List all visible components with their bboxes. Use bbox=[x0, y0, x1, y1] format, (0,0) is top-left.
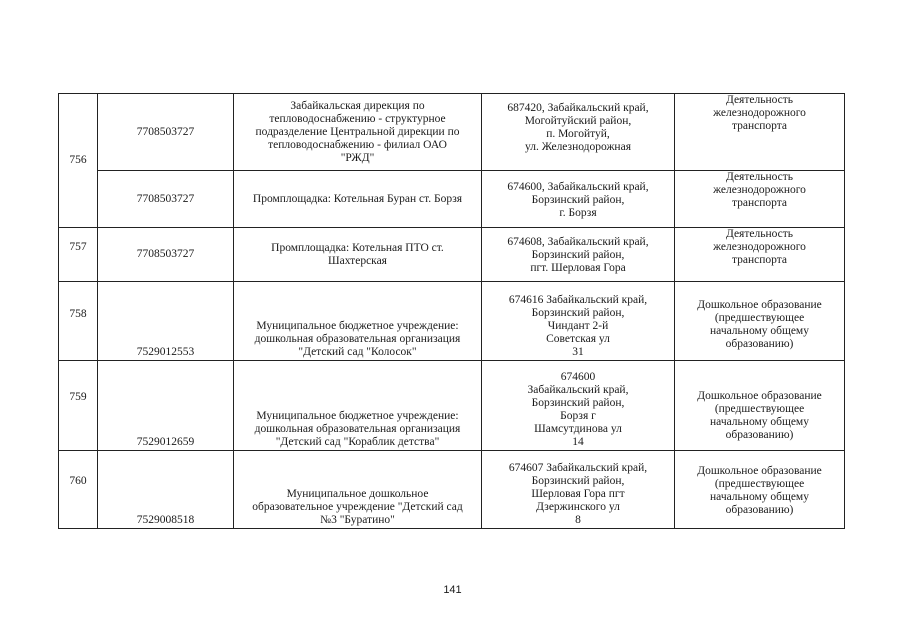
organization-name-cell bbox=[234, 228, 482, 282]
name-line: Промплощадка: Котельная ПТО ст. bbox=[271, 241, 444, 254]
activity-line: (предшествующее bbox=[714, 312, 805, 324]
address-cell bbox=[482, 94, 675, 171]
name-line: Промплощадка: Котельная Буран ст. Борзя bbox=[252, 192, 463, 205]
address-line: Борзинский район, bbox=[531, 194, 625, 206]
activity-line: железнодорожного bbox=[713, 241, 806, 253]
name-line: №3 "Буратино" bbox=[320, 514, 395, 526]
activity-line: железнодорожного bbox=[713, 184, 806, 196]
page-number: 141 bbox=[443, 584, 462, 596]
inn-cell: 7708503727 bbox=[98, 94, 234, 171]
activity-line: транспорта bbox=[731, 197, 788, 209]
inn-cell: 7529008518 bbox=[98, 451, 234, 529]
inn-cell: 7529012553 bbox=[98, 282, 234, 361]
address-line: Чиндант 2-й bbox=[547, 320, 609, 332]
row-number: 758 bbox=[59, 282, 98, 361]
address-line: 687420, Забайкальский край, bbox=[507, 102, 649, 114]
activity-line: образованию) bbox=[725, 429, 794, 441]
activity-line: железнодорожного bbox=[713, 107, 806, 119]
address-line: Борзя г bbox=[560, 410, 596, 422]
organization-name-cell bbox=[234, 94, 482, 171]
address-line: Шерловая Гора пгт bbox=[531, 488, 625, 500]
row-number: 756 bbox=[59, 94, 98, 228]
table-row bbox=[59, 171, 845, 228]
activity-line: Дошкольное образование bbox=[697, 390, 822, 402]
activity-cell bbox=[675, 228, 845, 282]
organization-name-cell bbox=[234, 451, 482, 529]
address-line: г. Борзя bbox=[559, 207, 597, 219]
address-line: 8 bbox=[575, 514, 581, 526]
name-line: Муниципальное дошкольное bbox=[286, 488, 429, 500]
address-line: 14 bbox=[572, 436, 584, 448]
name-line: Забайкальская дирекция по bbox=[290, 99, 425, 112]
activity-line: Деятельность bbox=[725, 171, 794, 183]
table-row bbox=[59, 228, 845, 282]
name-line: Муниципальное бюджетное учреждение: bbox=[256, 320, 459, 332]
activity-line: образованию) bbox=[725, 504, 794, 516]
activity-line: Деятельность bbox=[725, 228, 794, 240]
organization-name-cell bbox=[234, 361, 482, 451]
address-line: 674607 Забайкальский край, bbox=[508, 462, 648, 474]
address-cell bbox=[482, 361, 675, 451]
table-row bbox=[59, 94, 845, 171]
name-line: подразделение Центральной дирекции по bbox=[255, 125, 460, 138]
address-line: Борзинский район, bbox=[531, 307, 625, 319]
activity-line: Дошкольное образование bbox=[697, 465, 822, 477]
address-line: Забайкальский край, bbox=[527, 384, 629, 396]
name-line: Муниципальное бюджетное учреждение: bbox=[256, 410, 459, 422]
activity-cell bbox=[675, 361, 845, 451]
activity-line: Деятельность bbox=[725, 94, 794, 106]
address-cell bbox=[482, 282, 675, 361]
address-line: ул. Железнодорожная bbox=[525, 141, 631, 153]
address-cell bbox=[482, 228, 675, 282]
activity-line: транспорта bbox=[731, 254, 788, 266]
name-line: дошкольная образовательная организация bbox=[254, 423, 461, 435]
name-line: дошкольная образовательная организация bbox=[254, 333, 461, 345]
address-line: 31 bbox=[572, 346, 584, 358]
address-cell bbox=[482, 171, 675, 228]
registry-table bbox=[58, 93, 845, 529]
inn-cell: 7708503727 bbox=[98, 171, 234, 228]
address-line: 674616 Забайкальский край, bbox=[508, 294, 648, 306]
table-row bbox=[59, 361, 845, 451]
name-line: "РЖД" bbox=[340, 151, 375, 164]
address-line: Могойтуйский район, bbox=[524, 115, 632, 127]
activity-line: Дошкольное образование bbox=[697, 299, 822, 311]
row-number: 759 bbox=[59, 361, 98, 451]
address-line: Дзержинского ул bbox=[536, 501, 620, 513]
activity-cell bbox=[675, 451, 845, 529]
address-line: Шамсутдинова ул bbox=[534, 423, 622, 435]
address-cell bbox=[482, 451, 675, 529]
organization-name-cell bbox=[234, 282, 482, 361]
address-line: 674600 bbox=[560, 371, 596, 383]
row-number: 757 bbox=[59, 228, 98, 282]
activity-line: (предшествующее bbox=[714, 478, 805, 490]
name-line: тепловодоснабжению - структурное bbox=[269, 112, 446, 125]
address-line: 674600, Забайкальский край, bbox=[507, 181, 649, 193]
address-line: пгт. Шерловая Гора bbox=[530, 262, 626, 274]
address-line: 674608, Забайкальский край, bbox=[507, 236, 649, 248]
activity-line: (предшествующее bbox=[714, 403, 805, 415]
activity-cell bbox=[675, 94, 845, 171]
table-row bbox=[59, 451, 845, 529]
activity-line: начальному общему bbox=[710, 325, 809, 337]
name-line: Шахтерская bbox=[328, 254, 387, 267]
organization-name-cell bbox=[234, 171, 482, 228]
activity-cell bbox=[675, 282, 845, 361]
activity-line: транспорта bbox=[731, 120, 788, 132]
name-line: тепловодоснабжению - филиал ОАО bbox=[268, 138, 447, 151]
row-number: 760 bbox=[59, 451, 98, 529]
activity-line: образованию) bbox=[725, 338, 794, 350]
name-line: "Детский сад "Колосок" bbox=[298, 346, 417, 358]
name-line: образовательное учреждение "Детский сад bbox=[252, 501, 463, 513]
table-row bbox=[59, 282, 845, 361]
address-line: Борзинский район, bbox=[531, 249, 625, 261]
address-line: Борзинский район, bbox=[531, 475, 625, 487]
activity-line: начальному общему bbox=[710, 491, 809, 503]
address-line: Советская ул bbox=[546, 333, 610, 345]
address-line: Борзинский район, bbox=[531, 397, 625, 409]
activity-cell bbox=[675, 171, 845, 228]
name-line: "Детский сад "Кораблик детства" bbox=[275, 436, 440, 448]
activity-line: начальному общему bbox=[710, 416, 809, 428]
inn-cell: 7529012659 bbox=[98, 361, 234, 451]
inn-cell: 7708503727 bbox=[98, 228, 234, 282]
address-line: п. Могойтуй, bbox=[546, 128, 610, 140]
